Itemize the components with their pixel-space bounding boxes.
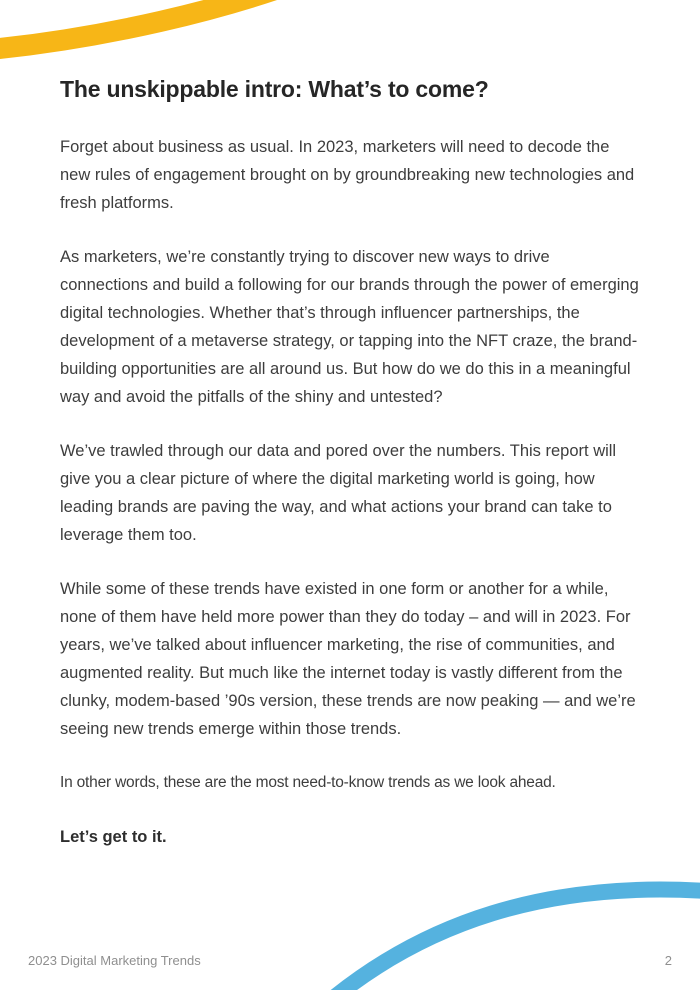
- intro-section: [60, 76, 642, 851]
- paragraph-3: We’ve trawled through our data and pored over the numbers. This report will give you a clear picture of where the digital marketing world is going, how leading brands are paving the way, and what actions your brand can take to leverage them too.: [60, 442, 617, 544]
- blue-swoosh-path: [325, 890, 700, 990]
- closing-line: Let’s get to it.: [60, 828, 167, 846]
- paragraph-4: While some of these trends have existed in one form or another for a while, none of them have held more power than they do today – and will in 2023. For years, we’ve talked about influencer marketing, the rise of communities, and augmented reality. But much like the internet today is vastly different from the clunky, modem-based ’90s version, these trends are now peaking — and we’re seeing new trends emerge within those trends.: [60, 580, 636, 738]
- paragraph-5: In other words, these are the most need-to-know trends as we look ahead.: [60, 774, 556, 791]
- paragraph-2: As marketers, we’re constantly trying to discover new ways to drive connections and build a following for our brands through the power of emerging digital technologies. Whether that’s through influencer partnerships, the development of a metaverse strategy, or tapping into the NFT craze, the brand-building opportunities are all around us. But how do we do this in a meaningful way and avoid the pitfalls of the shiny and untested?: [60, 248, 639, 406]
- footer-document-title: 2023 Digital Marketing Trends: [28, 953, 201, 968]
- page-title: The unskippable intro: What’s to come?: [60, 76, 489, 102]
- blue-swoosh-decoration: [0, 870, 700, 990]
- yellow-swoosh-path: [0, 0, 340, 50]
- paragraph-1: Forget about business as usual. In 2023, marketers will need to decode the new rules of engagement brought on by groundbreaking new technologies and fresh platforms.: [60, 138, 635, 212]
- page-footer: [28, 953, 672, 968]
- footer-page-number: 2: [664, 953, 672, 968]
